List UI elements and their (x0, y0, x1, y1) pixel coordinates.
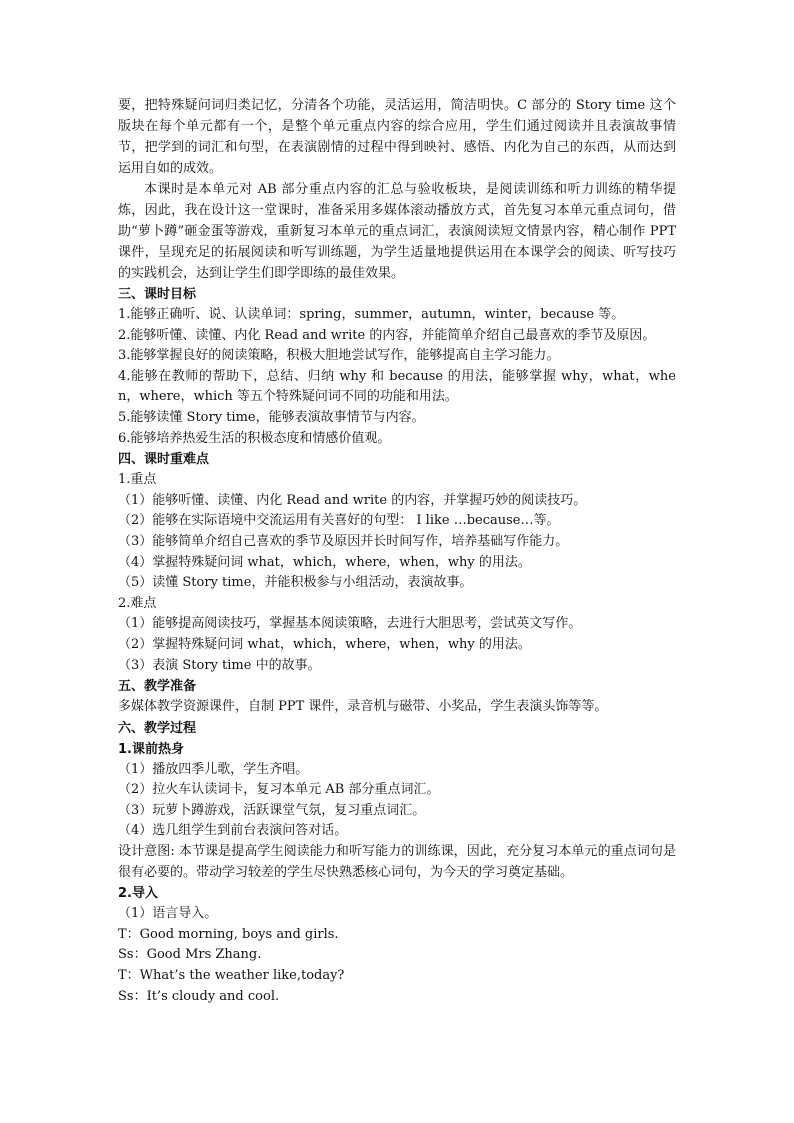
lead-in-item: （1）语言导入。 (118, 906, 218, 922)
difficulty-item: （2）掌握特殊疑问词 what，which，where，when，why 的用法。 (118, 636, 531, 652)
key-point-item: （2）能够在实际语境中交流运用有关喜好的句型： I like …because…等。 (118, 513, 560, 529)
preparation-text: 多媒体教学资源课件，自制 PPT 课件，录音机与磁带、小奖品，学生表演头饰等等。 (118, 699, 608, 715)
goal-item: 1.能够正确听、说、认读单词：spring，summer，autumn，winter，because 等。 (118, 307, 625, 322)
intro-paragraph: 本课时是本单元对 AB 部分重点内容的汇总与验收板块，是阅读训练和听力训练的精华提炼，因此，我在设计这一堂课时，准备采用多媒体滚动播放方式，首先复习本单元重点词句，借助“萝卜蹲”砸金蛋等游戏，重新复习本单元的重点词汇，表演阅读短文情景内容，精心制作 PPT 课件，呈现充足的拓展阅读和听写训练题，为学生适量地提供运用在本课学会的阅读、听写技巧的实践机会，达到让学生们即学即练的最佳效果。 (118, 182, 676, 281)
key-points-label: 1.重点 (118, 472, 157, 488)
difficulty-item: （1）能够提高阅读技巧，掌握基本阅读策略，去进行大胆思考，尝试英文写作。 (118, 616, 582, 632)
goal-item: 4.能够在教师的帮助下，总结、归纳 why 和 because 的用法，能够掌握 why，what，when，where，which 等五个特殊疑问词不同的功能和用法。 (118, 368, 676, 405)
difficulty-item: （3）表演 Story time 中的故事。 (118, 657, 321, 673)
step-title-lead-in: 2.导入 (118, 886, 158, 902)
key-point-item: （4）掌握特殊疑问词 what，which，where，when，why 的用法。 (118, 554, 531, 570)
warmup-item: （4）选几组学生到前台表演问答对话。 (118, 823, 348, 839)
warmup-item: （3）玩萝卜蹲游戏，活跃课堂气氛，复习重点词汇。 (118, 802, 426, 818)
warmup-item: （1）播放四季儿歌，学生齐唱。 (118, 761, 309, 777)
goal-item: 5.能够读懂 Story time，能够表演故事情节与内容。 (118, 409, 425, 425)
goal-item: 3.能够掌握良好的阅读策略，积极大胆地尝试写作，能够提高自主学习能力。 (118, 348, 560, 364)
section-heading-process: 六、教学过程 (118, 720, 197, 736)
step-title-warmup: 1.课前热身 (118, 741, 184, 757)
warmup-item: （2）拉火车认读词卡，复习本单元 AB 部分重点词汇。 (118, 782, 440, 798)
difficulty-label: 2.难点 (118, 595, 157, 611)
document-page (118, 95, 676, 1007)
section-heading-goals: 三、课时目标 (118, 287, 197, 302)
section-heading-key-points: 四、课时重难点 (118, 452, 210, 468)
goal-item: 2.能够听懂、读懂、内化 Read and write 的内容，并能简单介绍自己最喜欢的季节及原因。 (118, 327, 656, 343)
key-point-item: （5）读懂 Story time，并能积极参与小组活动，表演故事。 (118, 575, 473, 591)
intro-continuation: 要，把特殊疑问词归类记忆，分清各个功能，灵活运用，简洁明快。C 部分的 Story time 这个版块在每个单元都有一个，是整个单元重点内容的综合应用，学生们通过阅读并且表演故事情节，把学到的词汇和句型，在表演剧情的过程中得到映衬、感悟、内化为自己的东西，从而达到运用自如的成效。 (118, 98, 676, 176)
goal-item: 6.能够培养热爱生活的积极态度和情感价值观。 (118, 430, 391, 446)
dialogue-line: T：What’s the weather like,today? (118, 968, 345, 984)
key-point-item: （1）能够听懂、读懂、内化 Read and write 的内容，并掌握巧妙的阅读技巧。 (118, 492, 587, 508)
dialogue-line: T：Good morning, boys and girls. (118, 926, 339, 942)
design-intent: 设计意图: 本节课是提高学生阅读能力和听写能力的训练课，因此，充分复习本单元的重点词句是很有必要的。带动学习较差的学生尽快熟悉核心词句，为今天的学习奠定基础。 (118, 844, 676, 880)
key-point-item: （3）能够简单介绍自己喜欢的季节及原因并长时间写作，培养基础写作能力。 (118, 533, 569, 549)
dialogue-line: Ss：It’s cloudy and cool. (118, 988, 280, 1004)
dialogue-line: Ss：Good Mrs Zhang. (118, 947, 262, 963)
section-heading-preparation: 五、教学准备 (118, 679, 197, 695)
